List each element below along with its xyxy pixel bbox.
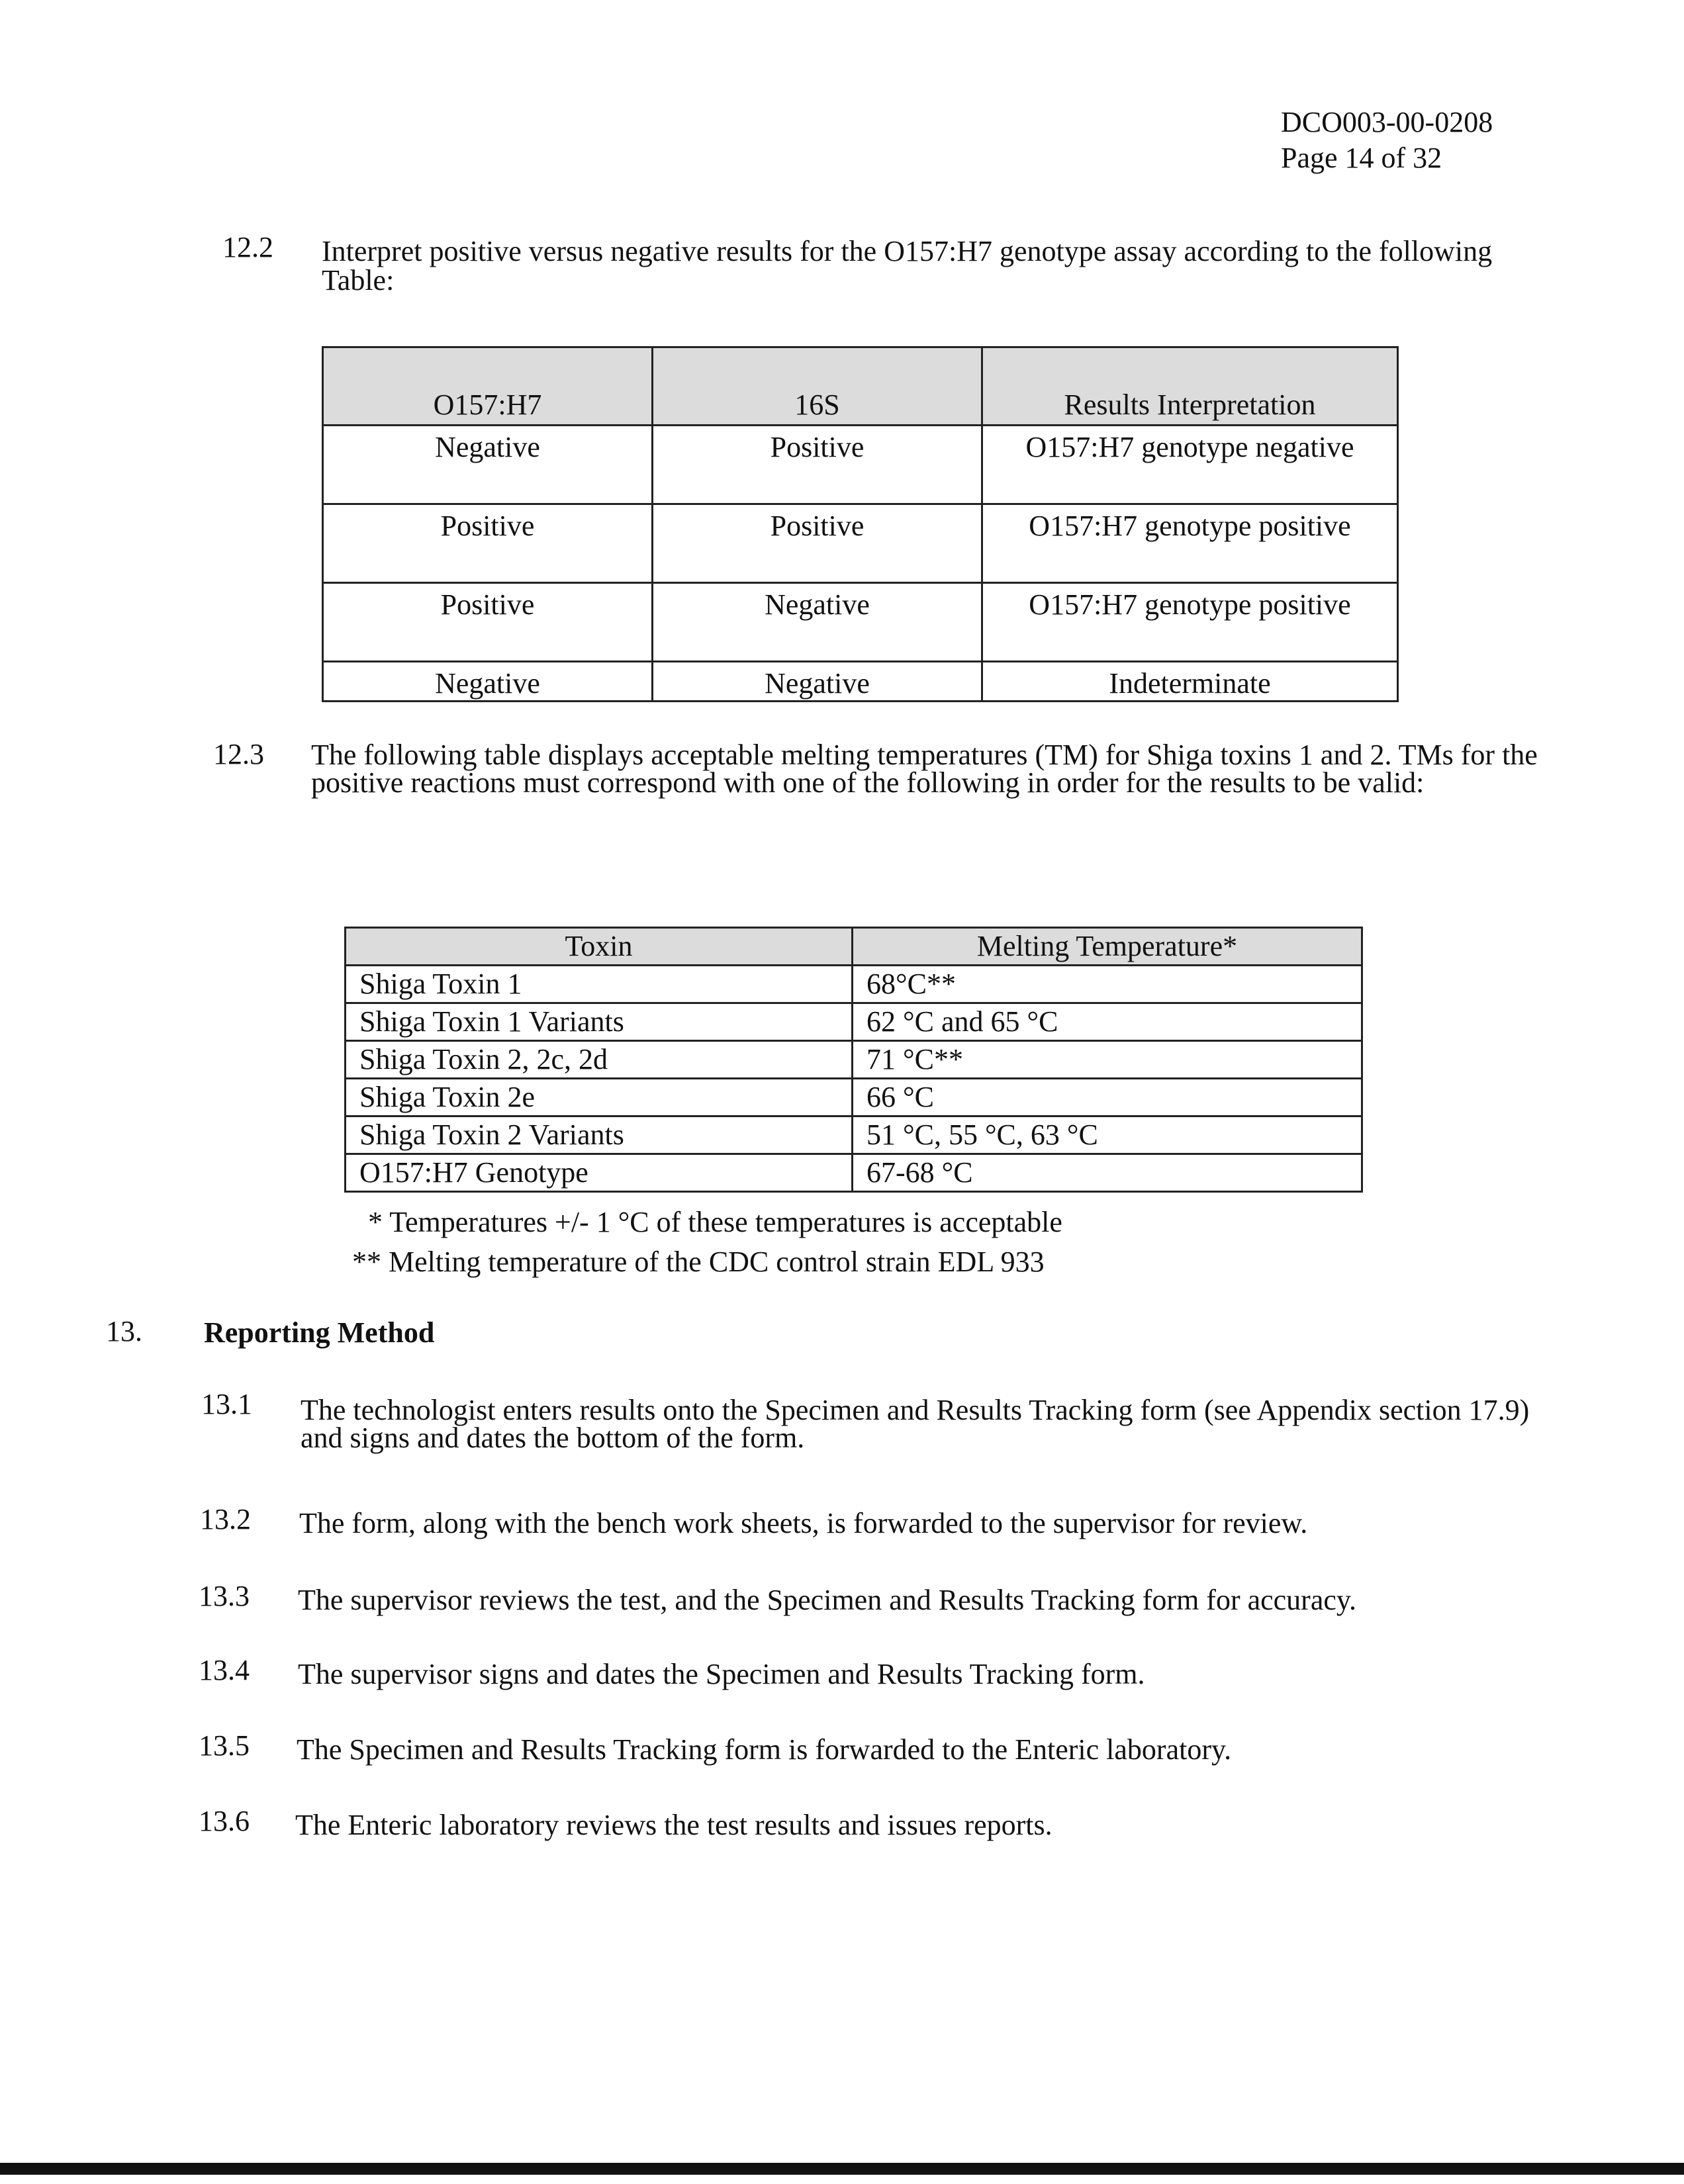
column-header-toxin: Toxin <box>346 928 853 966</box>
table-cell: Shiga Toxin 2, 2c, 2d <box>346 1041 853 1079</box>
table-cell: O157:H7 Genotype <box>346 1154 853 1192</box>
section-number-13-5: 13.5 <box>199 1729 250 1762</box>
table-cell: Positive <box>653 504 982 583</box>
table-cell: Shiga Toxin 1 Variants <box>346 1003 853 1041</box>
melting-temperature-table <box>344 927 1363 1193</box>
page-number: Page 14 of 32 <box>1281 142 1442 174</box>
section-number-12-3: 12.3 <box>213 738 264 770</box>
column-header-16s: 16S <box>653 347 982 426</box>
table-cell: O157:H7 genotype positive <box>982 504 1398 583</box>
column-header-results-interpretation: Results Interpretation <box>982 347 1398 426</box>
genotype-results-table <box>322 346 1399 702</box>
table-cell: Shiga Toxin 2 Variants <box>346 1116 853 1154</box>
table-cell: Positive <box>653 426 982 504</box>
table-row <box>346 1079 1362 1116</box>
table-cell: 51 °C, 55 °C, 63 °C <box>853 1116 1362 1154</box>
table-cell: 66 °C <box>853 1079 1362 1116</box>
section-number-13-3: 13.3 <box>199 1580 250 1612</box>
section-number-13-1: 13.1 <box>201 1388 252 1420</box>
table-cell: Indeterminate <box>982 662 1398 702</box>
page-header <box>1281 105 1493 176</box>
table-row <box>346 966 1362 1003</box>
table-cell: Shiga Toxin 1 <box>346 966 853 1003</box>
table-row <box>323 426 1398 504</box>
table-cell: Positive <box>323 504 653 583</box>
section-number-13: 13. <box>106 1315 142 1347</box>
section-number-13-6: 13.6 <box>199 1805 250 1837</box>
document-id: DCO003-00-0208 <box>1281 106 1493 138</box>
table-header-row <box>346 928 1362 966</box>
section-12-2-text: Interpret positive versus negative results for the O157:H7 genotype assay according to the following Table: <box>322 235 1493 296</box>
table-cell: Shiga Toxin 2e <box>346 1079 853 1116</box>
table-cell: Negative <box>323 426 653 504</box>
section-number-13-4: 13.4 <box>199 1654 250 1686</box>
table-cell: 67-68 °C <box>853 1154 1362 1192</box>
page-bottom-rule <box>0 2163 1684 2175</box>
section-13-5-text: The Specimen and Results Tracking form is forwarded to the Enteric laboratory. <box>297 1733 1232 1766</box>
table-cell: 71 °C** <box>853 1041 1362 1079</box>
table-cell: O157:H7 genotype negative <box>982 426 1398 504</box>
table-cell: Positive <box>323 583 653 662</box>
table-header-row <box>323 347 1398 426</box>
table-row <box>346 1041 1362 1079</box>
table-row <box>323 504 1398 583</box>
table-row <box>323 662 1398 702</box>
table-cell: Negative <box>323 662 653 702</box>
table-row <box>323 583 1398 662</box>
footnote-double-asterisk: ** Melting temperature of the CDC control strain EDL 933 <box>352 1246 1045 1278</box>
section-13-4-text: The supervisor signs and dates the Specimen and Results Tracking form. <box>298 1658 1145 1690</box>
section-number-12-2: 12.2 <box>222 231 273 263</box>
section-13-title: Reporting Method <box>204 1316 435 1349</box>
table-cell: Negative <box>653 583 982 662</box>
footnote-single-asterisk: * Temperatures +/- 1 °C of these temperatures is acceptable <box>368 1206 1062 1238</box>
section-13-3-text: The supervisor reviews the test, and the Specimen and Results Tracking form for accuracy. <box>298 1584 1357 1616</box>
table-row <box>346 1003 1362 1041</box>
column-header-o157h7: O157:H7 <box>323 347 653 426</box>
table-cell: O157:H7 genotype positive <box>982 583 1398 662</box>
table-cell: Negative <box>653 662 982 702</box>
section-12-3-text: The following table displays acceptable melting temperatures (TM) for Shiga toxins 1 and 2. TMs for the positive reactions must correspond with one of the following in order for the results to be valid: <box>311 739 1538 799</box>
section-13-6-text: The Enteric laboratory reviews the test results and issues reports. <box>295 1809 1052 1841</box>
section-13-1-text: The technologist enters results onto the Specimen and Results Tracking form (see Appendix section 17.9) and signs and dates the bottom of the form. <box>301 1394 1530 1454</box>
table-row <box>346 1116 1362 1154</box>
table-cell: 62 °C and 65 °C <box>853 1003 1362 1041</box>
section-number-13-2: 13.2 <box>200 1503 251 1535</box>
column-header-melting-temperature: Melting Temperature* <box>853 928 1362 966</box>
table-row <box>346 1154 1362 1192</box>
table-cell: 68°C** <box>853 966 1362 1003</box>
section-13-2-text: The form, along with the bench work sheets, is forwarded to the supervisor for review. <box>299 1507 1308 1539</box>
